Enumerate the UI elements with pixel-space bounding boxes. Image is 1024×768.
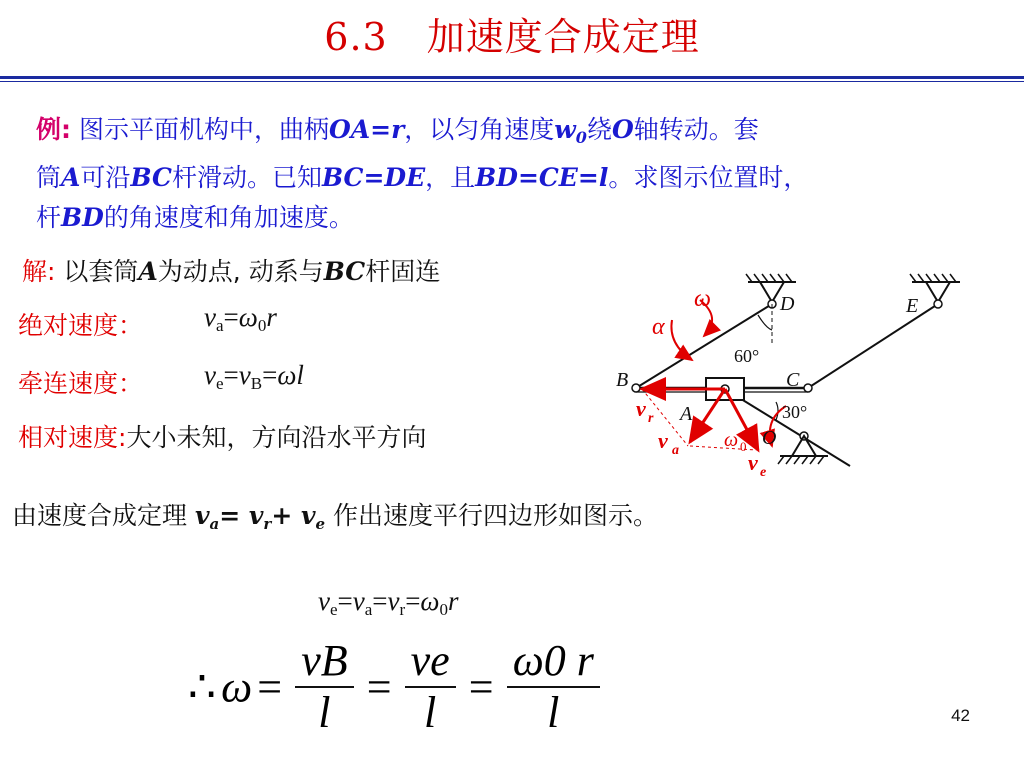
solution-bc: BC — [323, 257, 366, 286]
eq-sign: = — [223, 360, 239, 390]
label-30: 30° — [782, 402, 808, 422]
label-vr: v — [636, 396, 646, 421]
problem-text: 杆滑动。已知 — [171, 163, 322, 192]
eq-sign: = — [468, 662, 494, 712]
theorem-vr: v — [248, 501, 264, 530]
label-va-sub: a — [672, 443, 679, 458]
link-ce — [808, 304, 938, 388]
eq-symbol: v — [204, 302, 216, 332]
problem-oa: OA=r — [328, 115, 405, 144]
problem-text: 筒 — [36, 163, 62, 192]
eq-sign: = — [366, 662, 392, 712]
velocity-equality — [318, 586, 459, 620]
label-e: E — [906, 295, 919, 317]
eq-symbol: ω — [238, 302, 258, 332]
eq-symbol: v — [318, 586, 330, 616]
fraction-denominator: l — [318, 688, 331, 737]
eq-symbol: ω — [420, 586, 440, 616]
solution-text: 以套筒 — [55, 257, 139, 286]
problem-bc: BC — [130, 163, 172, 192]
theorem-eq: = — [219, 501, 249, 530]
label-b: B — [616, 369, 629, 391]
absolute-velocity-eq — [204, 302, 277, 336]
eq-sub: a — [364, 600, 373, 619]
eq-sub: 0 — [439, 600, 448, 619]
label-va: v — [658, 428, 668, 453]
final-formula — [188, 636, 608, 738]
fraction-vb-l — [295, 636, 353, 738]
transport-velocity-eq — [204, 360, 304, 394]
theorem-va: v — [194, 501, 210, 530]
theorem-text: 作出速度平行四边形如图示。 — [325, 501, 658, 530]
eq-symbol: l — [296, 360, 304, 390]
problem-text: 的角速度和角加速度。 — [103, 203, 354, 232]
absolute-velocity-label: 绝对速度： — [18, 311, 144, 340]
solution-text: 为动点, 动系与 — [157, 257, 324, 286]
label-omega0-sub: 0 — [740, 439, 747, 454]
omega-symbol: ω — [221, 662, 253, 712]
label-vr-sub: r — [648, 411, 654, 426]
theorem-vr-sub: r — [263, 515, 272, 533]
label-a: A — [680, 403, 693, 425]
theorem-plus: + — [271, 501, 301, 530]
transport-velocity-label: 牵连速度： — [18, 369, 144, 398]
label-omega: ω — [694, 286, 711, 312]
theorem-line — [12, 496, 658, 533]
solution-a: A — [138, 257, 158, 286]
problem-o: O — [611, 115, 634, 144]
eq-symbol: v — [352, 586, 365, 616]
eq-sign: = — [405, 586, 421, 616]
angle-60-arc — [758, 315, 772, 330]
therefore-symbol: ∴ — [188, 662, 216, 712]
relative-velocity-label: 相对速度: — [18, 423, 127, 452]
relative-velocity-text: 大小未知，方向沿水平方向 — [126, 423, 427, 452]
title-rule-thin — [0, 81, 1024, 82]
fraction-denominator: l — [424, 688, 437, 737]
problem-text: 轴转动。套 — [633, 115, 759, 144]
fraction-numerator: ω0 r — [512, 636, 594, 685]
problem-statement — [36, 110, 996, 238]
joint-b — [632, 384, 640, 392]
fraction-denominator: l — [547, 688, 560, 737]
label-ve: v — [748, 450, 758, 475]
label-o: O — [762, 427, 777, 449]
theorem-ve: v — [300, 501, 316, 530]
problem-text: ，以匀角速度 — [404, 115, 555, 144]
label-alpha: α — [652, 314, 665, 340]
eq-sub: B — [250, 374, 263, 393]
fraction-numerator: ve — [410, 636, 450, 685]
example-label: 例: — [36, 115, 71, 144]
problem-text: ，且 — [425, 163, 476, 192]
problem-text: 可沿 — [80, 163, 131, 192]
problem-bcde: BC=DE — [321, 163, 426, 192]
eq-symbol: v — [387, 586, 400, 616]
problem-text: 绕 — [586, 115, 612, 144]
eq-sub: e — [215, 374, 224, 393]
problem-text: 。求图示位置时， — [608, 163, 809, 192]
solution-text: 杆固连 — [365, 257, 441, 286]
eq-symbol: r — [266, 302, 277, 332]
eq-symbol: v — [204, 360, 216, 390]
joint-c — [804, 384, 812, 392]
title-rule-thick — [0, 76, 1024, 79]
label-ve-sub: e — [760, 465, 767, 480]
eq-sub: e — [329, 600, 338, 619]
page-title: 6.3 加速度合成定理 — [324, 15, 700, 59]
eq-sign: = — [337, 586, 353, 616]
problem-text: 杆 — [36, 203, 62, 232]
problem-w0: w — [554, 115, 576, 144]
label-60: 60° — [734, 346, 760, 366]
fraction-w0r-l — [507, 636, 600, 738]
page-number: 42 — [951, 706, 970, 725]
problem-bdce: BD=CE=l — [475, 163, 609, 192]
problem-a: A — [61, 163, 81, 192]
solution-line — [22, 252, 440, 288]
theorem-text: 由速度合成定理 — [12, 501, 195, 530]
eq-sub: a — [215, 316, 224, 335]
joint-e — [934, 300, 942, 308]
eq-symbol: r — [448, 586, 459, 616]
solution-label: 解: — [22, 257, 56, 286]
eq-sign: = — [257, 662, 283, 712]
problem-w0-sub: 0 — [575, 128, 587, 147]
problem-text: 图示平面机构中，曲柄 — [71, 115, 329, 144]
eq-sign: = — [372, 586, 388, 616]
eq-sign: = — [262, 360, 278, 390]
relative-velocity-line — [18, 418, 426, 454]
alpha-arrow-icon — [671, 320, 692, 360]
label-d: D — [780, 293, 795, 315]
theorem-ve-sub: e — [315, 515, 326, 533]
fraction-ve-l — [405, 636, 456, 738]
eq-symbol: ω — [277, 360, 297, 390]
eq-sub: r — [399, 600, 406, 619]
angle-30-arc — [776, 402, 778, 420]
fraction-numerator: vB — [301, 636, 348, 685]
problem-bd: BD — [61, 203, 104, 232]
eq-sign: = — [223, 302, 239, 332]
mechanism-diagram — [600, 270, 980, 490]
label-c: C — [786, 369, 800, 391]
label-omega0: ω — [724, 429, 739, 451]
eq-sub: 0 — [257, 316, 267, 335]
theorem-va-sub: a — [209, 515, 220, 533]
eq-symbol: v — [238, 360, 251, 390]
